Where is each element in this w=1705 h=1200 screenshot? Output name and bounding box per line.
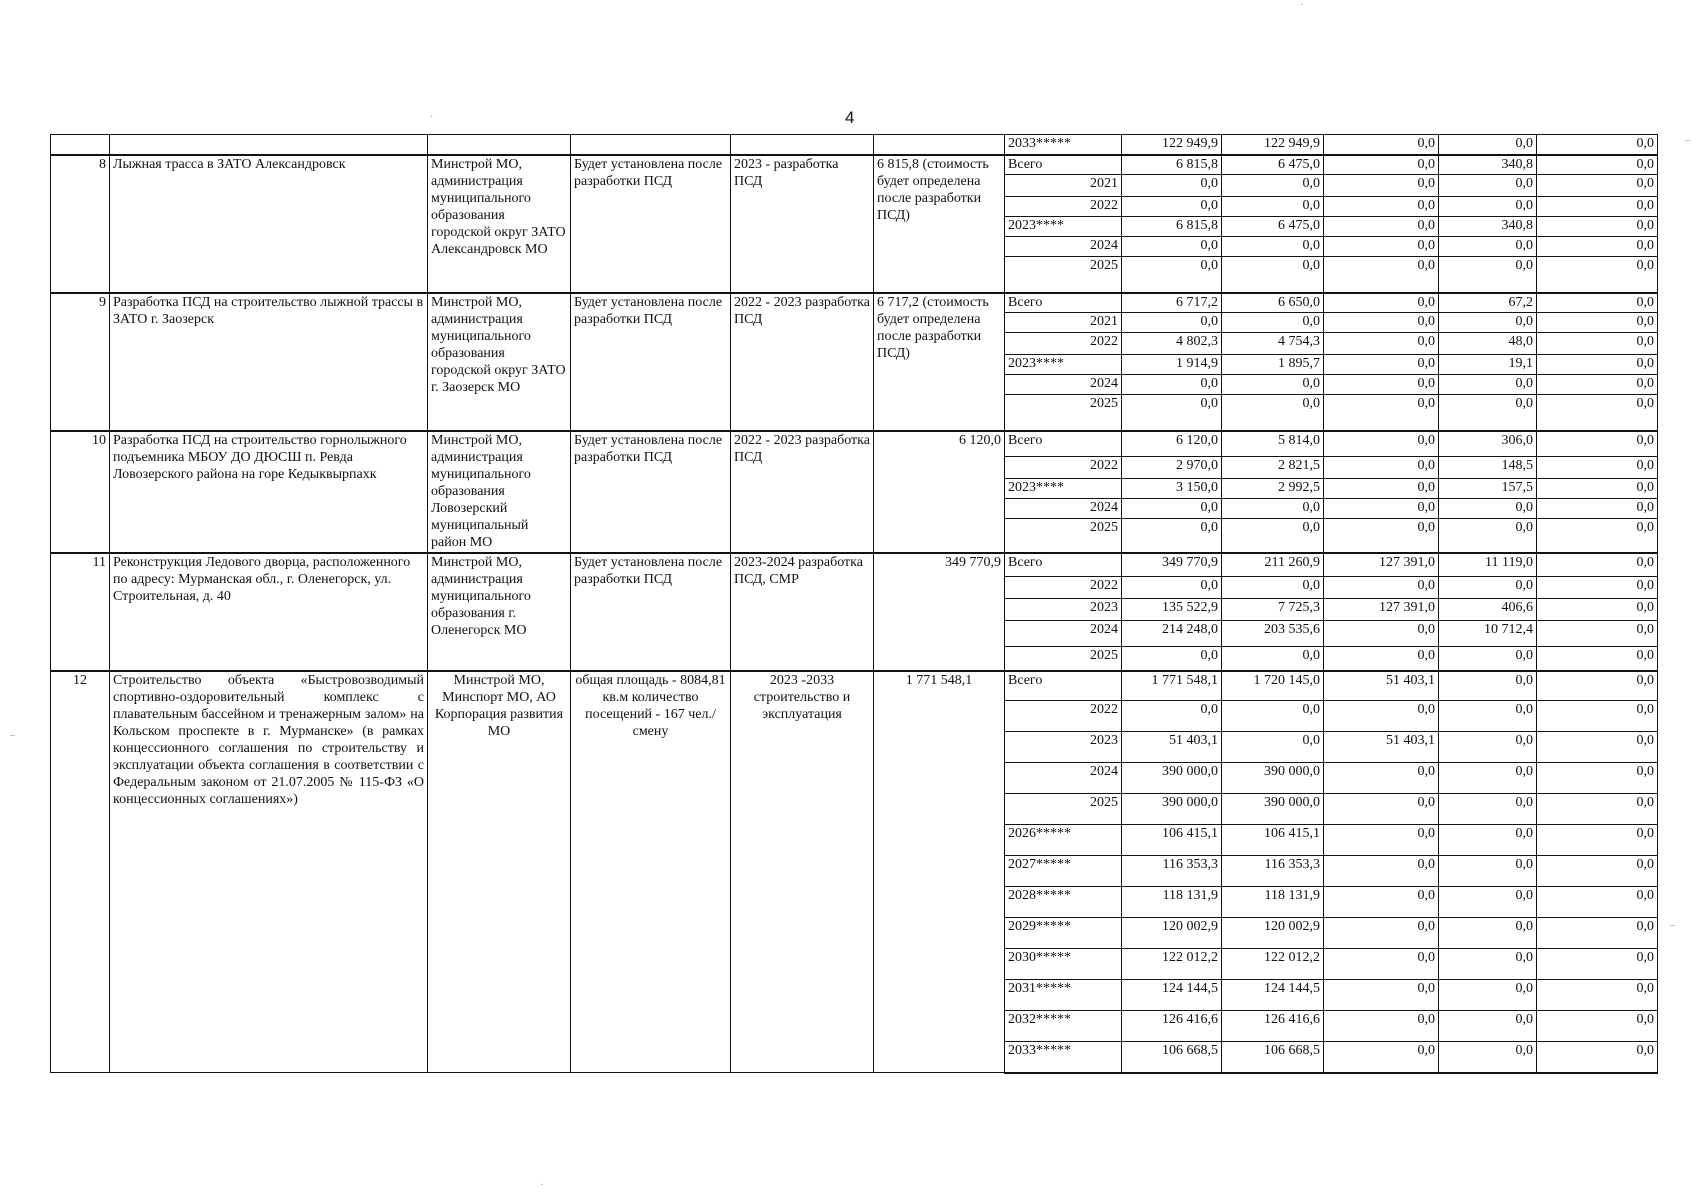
- value-other: 0,0: [1537, 499, 1658, 519]
- value-total: 0,0: [1122, 175, 1222, 197]
- value-local: 0,0: [1439, 856, 1537, 887]
- value-local: 406,6: [1439, 599, 1537, 621]
- value-other: 0,0: [1537, 647, 1658, 671]
- value-local: 19,1: [1439, 355, 1537, 375]
- item-customer: Минстрой МО, администрация муниципального образования г. Оленегорск МО: [428, 553, 571, 671]
- value-local: 0,0: [1439, 175, 1537, 197]
- value-federal: 0,0: [1324, 980, 1439, 1011]
- value-federal: 0,0: [1324, 701, 1439, 732]
- empty-cell: [731, 135, 874, 155]
- value-federal: 127 391,0: [1324, 599, 1439, 621]
- value-other: 0,0: [1537, 257, 1658, 293]
- year-cell: 2022: [1005, 457, 1122, 479]
- value-regional: 2 821,5: [1222, 457, 1324, 479]
- value-regional: 120 002,9: [1222, 918, 1324, 949]
- value-other: 0,0: [1537, 519, 1658, 553]
- year-cell: 2022: [1005, 701, 1122, 732]
- value-local: 0,0: [1439, 701, 1537, 732]
- item-customer: Минстрой МО, администрация муниципального образования городской округ ЗАТО Александровск МО: [428, 155, 571, 293]
- item-period: 2023 - разработка ПСД: [731, 155, 874, 293]
- value-regional: 5 814,0: [1222, 431, 1324, 457]
- year-cell: 2022: [1005, 197, 1122, 217]
- table-row: [51, 431, 1658, 457]
- value-local: 0,0: [1439, 647, 1537, 671]
- year-cell: 2023****: [1005, 355, 1122, 375]
- value-local: 340,8: [1439, 217, 1537, 237]
- value-total: 0,0: [1122, 395, 1222, 431]
- value-total: 0,0: [1122, 701, 1222, 732]
- value-other: 0,0: [1537, 794, 1658, 825]
- item-number: 12: [51, 671, 110, 1073]
- value-total: 6 120,0: [1122, 431, 1222, 457]
- value-federal: 0,0: [1324, 825, 1439, 856]
- value-other: 0,0: [1537, 856, 1658, 887]
- value-local: 306,0: [1439, 431, 1537, 457]
- value-regional: 122 012,2: [1222, 949, 1324, 980]
- value-regional: 0,0: [1222, 519, 1324, 553]
- value-local: 0,0: [1439, 237, 1537, 257]
- year-cell: 2022: [1005, 333, 1122, 355]
- table-row: [51, 293, 1658, 313]
- value-other: 0,0: [1537, 313, 1658, 333]
- value-other: 0,0: [1537, 457, 1658, 479]
- value-other: 0,0: [1537, 135, 1658, 155]
- year-cell: 2030*****: [1005, 949, 1122, 980]
- item-cost: 1 771 548,1: [874, 671, 1005, 1073]
- value-other: 0,0: [1537, 217, 1658, 237]
- value-regional: 0,0: [1222, 395, 1324, 431]
- value-total: 118 131,9: [1122, 887, 1222, 918]
- value-federal: 0,0: [1324, 293, 1439, 313]
- value-regional: 0,0: [1222, 197, 1324, 217]
- value-federal: 51 403,1: [1324, 732, 1439, 763]
- item-name: Разработка ПСД на строительство горнолыжного подъемника МБОУ ДО ДЮСШ п. Ревда Ловозерского района на горе Кедыквырпахк: [110, 431, 428, 553]
- value-other: 0,0: [1537, 887, 1658, 918]
- value-federal: 127 391,0: [1324, 553, 1439, 577]
- value-federal: 0,0: [1324, 175, 1439, 197]
- value-total: 122 949,9: [1122, 135, 1222, 155]
- item-capacity: Будет установлена после разработки ПСД: [571, 155, 731, 293]
- value-total: 390 000,0: [1122, 794, 1222, 825]
- value-local: 0,0: [1439, 732, 1537, 763]
- value-total: 0,0: [1122, 577, 1222, 599]
- item-customer: Минстрой МО, администрация муниципального образования городской округ ЗАТО г. Заозерск МО: [428, 293, 571, 431]
- year-cell: 2024: [1005, 621, 1122, 647]
- year-cell: 2033*****: [1005, 1042, 1122, 1073]
- value-total: 0,0: [1122, 375, 1222, 395]
- value-local: 0,0: [1439, 1011, 1537, 1042]
- value-regional: 7 725,3: [1222, 599, 1324, 621]
- value-regional: 390 000,0: [1222, 794, 1324, 825]
- year-cell: 2025: [1005, 519, 1122, 553]
- year-cell: 2021: [1005, 313, 1122, 333]
- year-cell: 2024: [1005, 375, 1122, 395]
- value-total: 126 416,6: [1122, 1011, 1222, 1042]
- value-total: 6 815,8: [1122, 155, 1222, 175]
- year-cell: 2025: [1005, 794, 1122, 825]
- value-total: 0,0: [1122, 313, 1222, 333]
- value-total: 4 802,3: [1122, 333, 1222, 355]
- item-period: 2022 - 2023 разработка ПСД: [731, 431, 874, 553]
- value-regional: 1 720 145,0: [1222, 671, 1324, 701]
- value-other: 0,0: [1537, 155, 1658, 175]
- year-cell: 2032*****: [1005, 1011, 1122, 1042]
- value-total: 116 353,3: [1122, 856, 1222, 887]
- value-regional: 4 754,3: [1222, 333, 1324, 355]
- value-total: 135 522,9: [1122, 599, 1222, 621]
- value-federal: 0,0: [1324, 395, 1439, 431]
- value-local: 0,0: [1439, 794, 1537, 825]
- value-total: 3 150,0: [1122, 479, 1222, 499]
- value-federal: 0,0: [1324, 155, 1439, 175]
- year-cell: 2025: [1005, 395, 1122, 431]
- item-cost: 349 770,9: [874, 553, 1005, 671]
- value-federal: 0,0: [1324, 918, 1439, 949]
- value-federal: 0,0: [1324, 313, 1439, 333]
- value-other: 0,0: [1537, 1042, 1658, 1073]
- year-cell: 2031*****: [1005, 980, 1122, 1011]
- value-regional: 0,0: [1222, 257, 1324, 293]
- empty-cell: [110, 135, 428, 155]
- year-cell: 2023: [1005, 732, 1122, 763]
- value-other: 0,0: [1537, 375, 1658, 395]
- value-federal: 0,0: [1324, 887, 1439, 918]
- value-federal: 0,0: [1324, 647, 1439, 671]
- value-local: 0,0: [1439, 375, 1537, 395]
- value-total: 1 914,9: [1122, 355, 1222, 375]
- value-regional: 118 131,9: [1222, 887, 1324, 918]
- value-local: 0,0: [1439, 671, 1537, 701]
- value-regional: 126 416,6: [1222, 1011, 1324, 1042]
- value-local: 0,0: [1439, 949, 1537, 980]
- value-total: 120 002,9: [1122, 918, 1222, 949]
- value-local: 0,0: [1439, 499, 1537, 519]
- value-other: 0,0: [1537, 599, 1658, 621]
- value-local: 0,0: [1439, 980, 1537, 1011]
- value-total: 0,0: [1122, 197, 1222, 217]
- value-other: 0,0: [1537, 763, 1658, 794]
- value-regional: 2 992,5: [1222, 479, 1324, 499]
- value-local: 0,0: [1439, 395, 1537, 431]
- value-total: 0,0: [1122, 257, 1222, 293]
- year-cell: 2025: [1005, 647, 1122, 671]
- empty-cell: [874, 135, 1005, 155]
- value-federal: 0,0: [1324, 479, 1439, 499]
- item-period: 2023-2024 разработка ПСД, СМР: [731, 553, 874, 671]
- value-total: 349 770,9: [1122, 553, 1222, 577]
- value-local: 0,0: [1439, 519, 1537, 553]
- value-federal: 0,0: [1324, 197, 1439, 217]
- value-regional: 0,0: [1222, 647, 1324, 671]
- item-period: 2023 -2033 строительство и эксплуатация: [731, 671, 874, 1073]
- year-cell: 2023****: [1005, 479, 1122, 499]
- value-other: 0,0: [1537, 553, 1658, 577]
- item-capacity: Будет установлена после разработки ПСД: [571, 293, 731, 431]
- year-cell: 2033*****: [1005, 135, 1122, 155]
- value-federal: 0,0: [1324, 621, 1439, 647]
- year-cell: Всего: [1005, 293, 1122, 313]
- year-cell: 2025: [1005, 257, 1122, 293]
- value-federal: 0,0: [1324, 375, 1439, 395]
- value-regional: 211 260,9: [1222, 553, 1324, 577]
- value-regional: 1 895,7: [1222, 355, 1324, 375]
- value-total: 122 012,2: [1122, 949, 1222, 980]
- value-local: 0,0: [1439, 135, 1537, 155]
- item-cost: 6 120,0: [874, 431, 1005, 553]
- year-cell: 2023: [1005, 599, 1122, 621]
- value-regional: 0,0: [1222, 237, 1324, 257]
- value-local: 0,0: [1439, 763, 1537, 794]
- year-cell: 2026*****: [1005, 825, 1122, 856]
- value-federal: 0,0: [1324, 794, 1439, 825]
- value-other: 0,0: [1537, 701, 1658, 732]
- value-regional: 0,0: [1222, 375, 1324, 395]
- table-row: [51, 135, 1658, 155]
- item-number: 10: [51, 431, 110, 553]
- value-local: 340,8: [1439, 155, 1537, 175]
- value-federal: 0,0: [1324, 257, 1439, 293]
- value-local: 67,2: [1439, 293, 1537, 313]
- year-cell: 2024: [1005, 499, 1122, 519]
- item-cost: 6 815,8 (стоимость будет определена после разработки ПСД): [874, 155, 1005, 293]
- value-federal: 0,0: [1324, 431, 1439, 457]
- item-name: Разработка ПСД на строительство лыжной трассы в ЗАТО г. Заозерск: [110, 293, 428, 431]
- value-regional: 6 650,0: [1222, 293, 1324, 313]
- value-federal: 0,0: [1324, 1011, 1439, 1042]
- investment-table: [50, 134, 1658, 1074]
- value-federal: 0,0: [1324, 499, 1439, 519]
- item-name: Лыжная трасса в ЗАТО Александровск: [110, 155, 428, 293]
- item-customer: Минстрой МО, администрация муниципального образования Ловозерский муниципальный район МО: [428, 431, 571, 553]
- value-other: 0,0: [1537, 732, 1658, 763]
- value-federal: 0,0: [1324, 237, 1439, 257]
- value-total: 0,0: [1122, 519, 1222, 553]
- item-name: Реконструкция Ледового дворца, расположенного по адресу: Мурманская обл., г. Оленегорск, ул. Строительная, д. 40: [110, 553, 428, 671]
- value-other: 0,0: [1537, 237, 1658, 257]
- table-row: [51, 155, 1658, 175]
- year-cell: 2024: [1005, 237, 1122, 257]
- item-customer: Минстрой МО, Минспорт МО, АО Корпорация развития МО: [428, 671, 571, 1073]
- item-capacity: общая площадь - 8084,81 кв.м количество посещений - 167 чел./смену: [571, 671, 731, 1073]
- value-federal: 0,0: [1324, 457, 1439, 479]
- value-regional: 390 000,0: [1222, 763, 1324, 794]
- value-local: 10 712,4: [1439, 621, 1537, 647]
- value-regional: 106 668,5: [1222, 1042, 1324, 1073]
- value-local: 0,0: [1439, 825, 1537, 856]
- value-federal: 0,0: [1324, 763, 1439, 794]
- item-capacity: Будет установлена после разработки ПСД: [571, 431, 731, 553]
- value-regional: 0,0: [1222, 732, 1324, 763]
- value-regional: 6 475,0: [1222, 155, 1324, 175]
- item-cost: 6 717,2 (стоимость будет определена после разработки ПСД): [874, 293, 1005, 431]
- value-total: 0,0: [1122, 499, 1222, 519]
- item-number: 11: [51, 553, 110, 671]
- value-other: 0,0: [1537, 949, 1658, 980]
- value-federal: 51 403,1: [1324, 671, 1439, 701]
- year-cell: Всего: [1005, 155, 1122, 175]
- value-federal: 0,0: [1324, 333, 1439, 355]
- value-federal: 0,0: [1324, 519, 1439, 553]
- value-total: 6 815,8: [1122, 217, 1222, 237]
- value-local: 0,0: [1439, 313, 1537, 333]
- value-other: 0,0: [1537, 175, 1658, 197]
- value-other: 0,0: [1537, 395, 1658, 431]
- year-cell: Всего: [1005, 671, 1122, 701]
- value-other: 0,0: [1537, 355, 1658, 375]
- value-other: 0,0: [1537, 621, 1658, 647]
- value-other: 0,0: [1537, 431, 1658, 457]
- item-number: 9: [51, 293, 110, 431]
- year-cell: 2023****: [1005, 217, 1122, 237]
- value-local: 0,0: [1439, 257, 1537, 293]
- value-regional: 0,0: [1222, 701, 1324, 732]
- item-period: 2022 - 2023 разработка ПСД: [731, 293, 874, 431]
- item-name: Строительство объекта «Быстровозводимый спортивно-оздоровительный комплекс с плавательным бассейном и тренажерным залом» на Кольском проспекте в г. Мурманске» (в рамках концессионного соглашения по строительству и эксплуатации объекта соглашения в соответствии с Федеральным законом от 21.07.2005 № 115-ФЗ «О концессионных соглашениях»): [110, 671, 428, 1073]
- value-local: 48,0: [1439, 333, 1537, 355]
- value-local: 148,5: [1439, 457, 1537, 479]
- empty-cell: [428, 135, 571, 155]
- value-federal: 0,0: [1324, 577, 1439, 599]
- value-federal: 0,0: [1324, 135, 1439, 155]
- value-total: 51 403,1: [1122, 732, 1222, 763]
- value-regional: 116 353,3: [1222, 856, 1324, 887]
- value-regional: 106 415,1: [1222, 825, 1324, 856]
- table-row: [51, 553, 1658, 577]
- value-other: 0,0: [1537, 1011, 1658, 1042]
- value-federal: 0,0: [1324, 856, 1439, 887]
- value-regional: 0,0: [1222, 499, 1324, 519]
- table-row: [51, 671, 1658, 701]
- value-regional: 6 475,0: [1222, 217, 1324, 237]
- item-number: 8: [51, 155, 110, 293]
- year-cell: 2027*****: [1005, 856, 1122, 887]
- value-total: 1 771 548,1: [1122, 671, 1222, 701]
- value-local: 0,0: [1439, 577, 1537, 599]
- value-local: 157,5: [1439, 479, 1537, 499]
- year-cell: 2024: [1005, 763, 1122, 794]
- value-local: 0,0: [1439, 918, 1537, 949]
- value-total: 6 717,2: [1122, 293, 1222, 313]
- value-other: 0,0: [1537, 333, 1658, 355]
- page-number: 4: [845, 108, 855, 127]
- year-cell: 2029*****: [1005, 918, 1122, 949]
- value-total: 2 970,0: [1122, 457, 1222, 479]
- value-total: 106 415,1: [1122, 825, 1222, 856]
- value-other: 0,0: [1537, 577, 1658, 599]
- year-cell: 2021: [1005, 175, 1122, 197]
- value-regional: 124 144,5: [1222, 980, 1324, 1011]
- year-cell: 2028*****: [1005, 887, 1122, 918]
- value-other: 0,0: [1537, 825, 1658, 856]
- value-total: 214 248,0: [1122, 621, 1222, 647]
- value-local: 0,0: [1439, 1042, 1537, 1073]
- value-regional: 122 949,9: [1222, 135, 1324, 155]
- value-total: 124 144,5: [1122, 980, 1222, 1011]
- value-federal: 0,0: [1324, 1042, 1439, 1073]
- value-other: 0,0: [1537, 293, 1658, 313]
- value-local: 0,0: [1439, 887, 1537, 918]
- year-cell: Всего: [1005, 553, 1122, 577]
- value-total: 106 668,5: [1122, 1042, 1222, 1073]
- value-federal: 0,0: [1324, 217, 1439, 237]
- empty-cell: [51, 135, 110, 155]
- value-federal: 0,0: [1324, 355, 1439, 375]
- year-cell: 2022: [1005, 577, 1122, 599]
- value-other: 0,0: [1537, 197, 1658, 217]
- value-local: 0,0: [1439, 197, 1537, 217]
- value-total: 390 000,0: [1122, 763, 1222, 794]
- value-regional: 0,0: [1222, 175, 1324, 197]
- empty-cell: [571, 135, 731, 155]
- item-capacity: Будет установлена после разработки ПСД: [571, 553, 731, 671]
- value-federal: 0,0: [1324, 949, 1439, 980]
- value-other: 0,0: [1537, 918, 1658, 949]
- value-other: 0,0: [1537, 671, 1658, 701]
- value-regional: 0,0: [1222, 577, 1324, 599]
- value-regional: 0,0: [1222, 313, 1324, 333]
- value-total: 0,0: [1122, 237, 1222, 257]
- value-total: 0,0: [1122, 647, 1222, 671]
- year-cell: Всего: [1005, 431, 1122, 457]
- value-local: 11 119,0: [1439, 553, 1537, 577]
- value-regional: 203 535,6: [1222, 621, 1324, 647]
- value-other: 0,0: [1537, 479, 1658, 499]
- value-other: 0,0: [1537, 980, 1658, 1011]
